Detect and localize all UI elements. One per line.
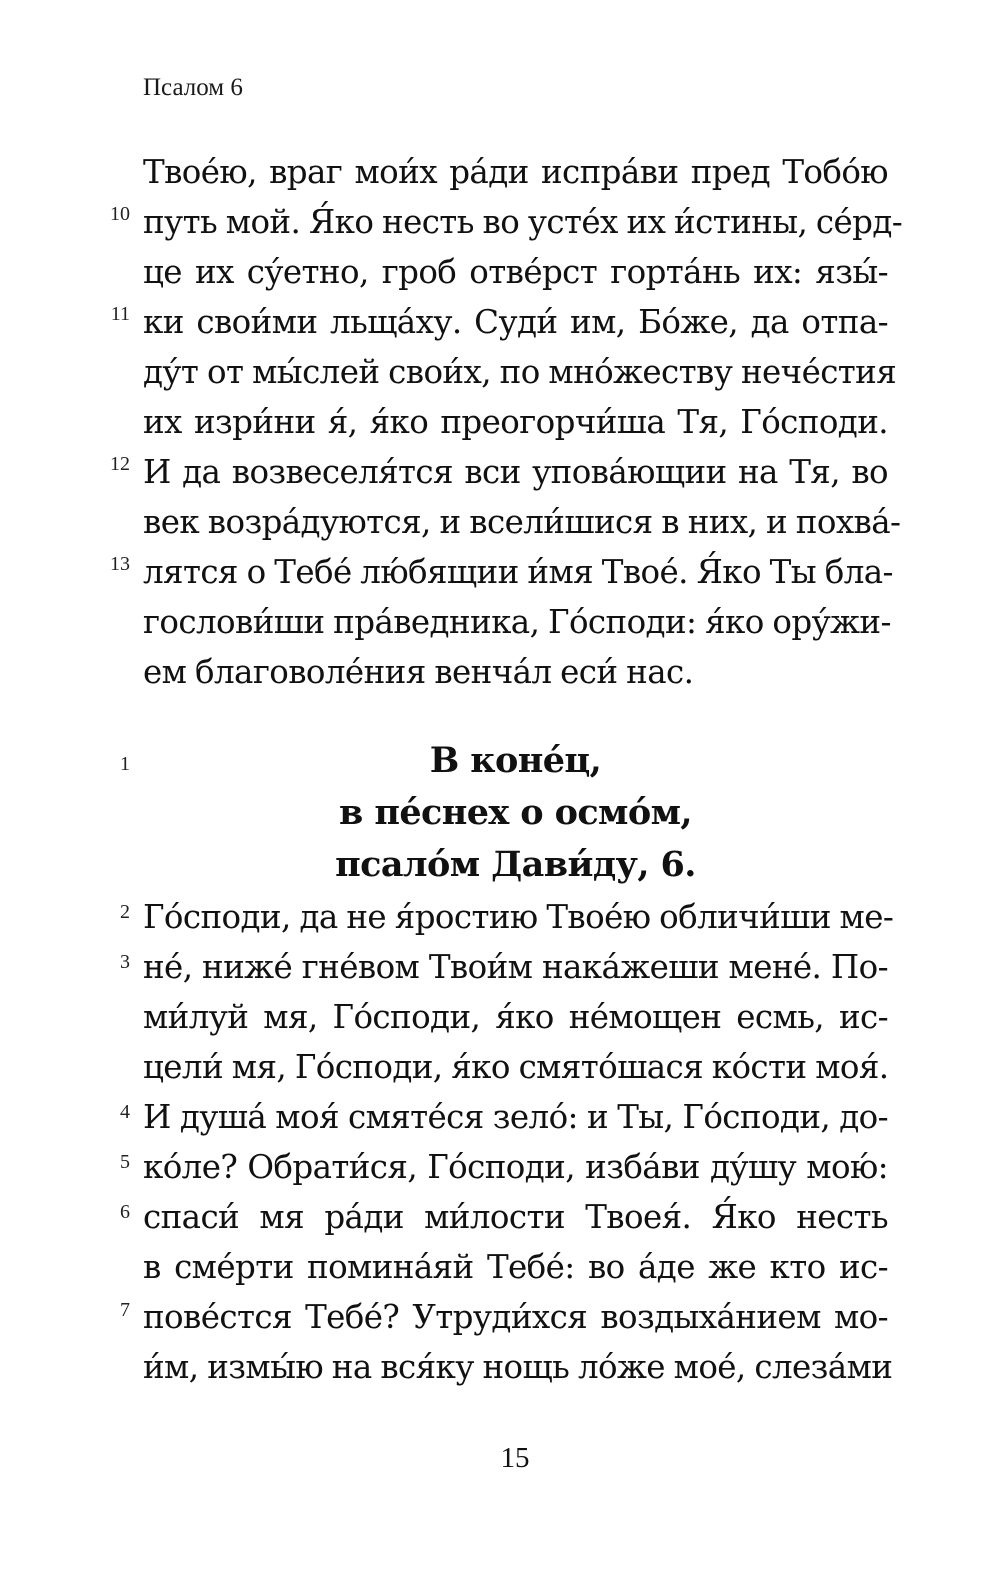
text-line: ду́т от мы́слей свои́х, по мно́жеству нече́стия — [143, 353, 897, 391]
verse-number: 4 — [120, 1101, 130, 1123]
text-line: путь мой. Я́ко несть во усте́х их и́стины, се́рд- — [143, 203, 903, 241]
text-line: ем благоволе́ния венча́л еси́ нас. — [143, 653, 694, 691]
verse-number: 6 — [120, 1201, 130, 1223]
text-line: пове́стся Тебе́? Утруди́хся воздыха́нием мо- — [143, 1298, 888, 1336]
heading-line: псало́м Дави́ду, 6. — [335, 844, 696, 885]
verse-number: 10 — [110, 203, 130, 225]
text-line: гослови́ши пра́ведника, Го́споди: я́ко ору́жи- — [143, 603, 891, 641]
heading-line: В коне́ц, — [429, 740, 602, 781]
verse-number: 11 — [110, 303, 130, 325]
text-line: Твое́ю, враг мои́х ра́ди испра́ви пред Тобо́ю — [143, 153, 888, 191]
verse-number: 5 — [120, 1151, 130, 1173]
verse-number: 1 — [120, 753, 130, 775]
heading-line: в пе́снех о осмо́м, — [339, 792, 692, 833]
verse-number: 13 — [110, 553, 130, 575]
text-line: Го́споди, да не я́ростию Твое́ю обличи́ши ме- — [143, 898, 894, 936]
text-line: их изри́ни я́, я́ко преогорчи́ша Тя, Го́споди. — [143, 403, 888, 441]
page-number: 15 — [500, 1442, 530, 1474]
text-line: ми́луй мя, Го́споди, я́ко не́мощен есмь, ис- — [143, 998, 888, 1036]
verse-number: 7 — [120, 1299, 130, 1321]
text-line: це их су́етно, гроб отве́рст горта́нь их: язы́- — [143, 253, 888, 291]
text-line: в сме́рти помина́яй Тебе́: во а́де же кто ис- — [143, 1248, 888, 1286]
verse-number: 12 — [110, 453, 130, 475]
text-line: лятся о Тебе́ лю́бящии и́мя Твое́. Я́ко Ты бла- — [143, 553, 893, 591]
text-line: спаси́ мя ра́ди ми́лости Твоея́. Я́ко несть — [143, 1198, 888, 1236]
running-head: Псалом 6 — [143, 74, 243, 101]
text-line: и́м, измы́ю на вся́ку нощь ло́же мое́, слеза́ми — [143, 1348, 893, 1386]
text-line: И душа́ моя́ смяте́ся зело́: и Ты, Го́споди, до- — [143, 1098, 888, 1136]
text-line: И да возвеселя́тся вси упова́ющии на Тя, во — [143, 453, 888, 491]
text-line: ко́ле? Обрати́ся, Го́споди, изба́ви ду́шу мою́: — [143, 1148, 888, 1186]
text-line: век возра́дуются, и всели́шися в них, и похва́- — [143, 503, 901, 541]
text-line: цели́ мя, Го́споди, я́ко смято́шася ко́сти моя́. — [143, 1048, 889, 1086]
text-line: не́, ниже́ гне́вом Твои́м нака́жеши мене́. По- — [143, 948, 888, 986]
text-line: ки свои́ми льща́ху. Суди́ им, Бо́же, да отпа- — [143, 303, 888, 341]
verse-number: 2 — [120, 901, 130, 923]
verse-number: 3 — [120, 951, 130, 973]
